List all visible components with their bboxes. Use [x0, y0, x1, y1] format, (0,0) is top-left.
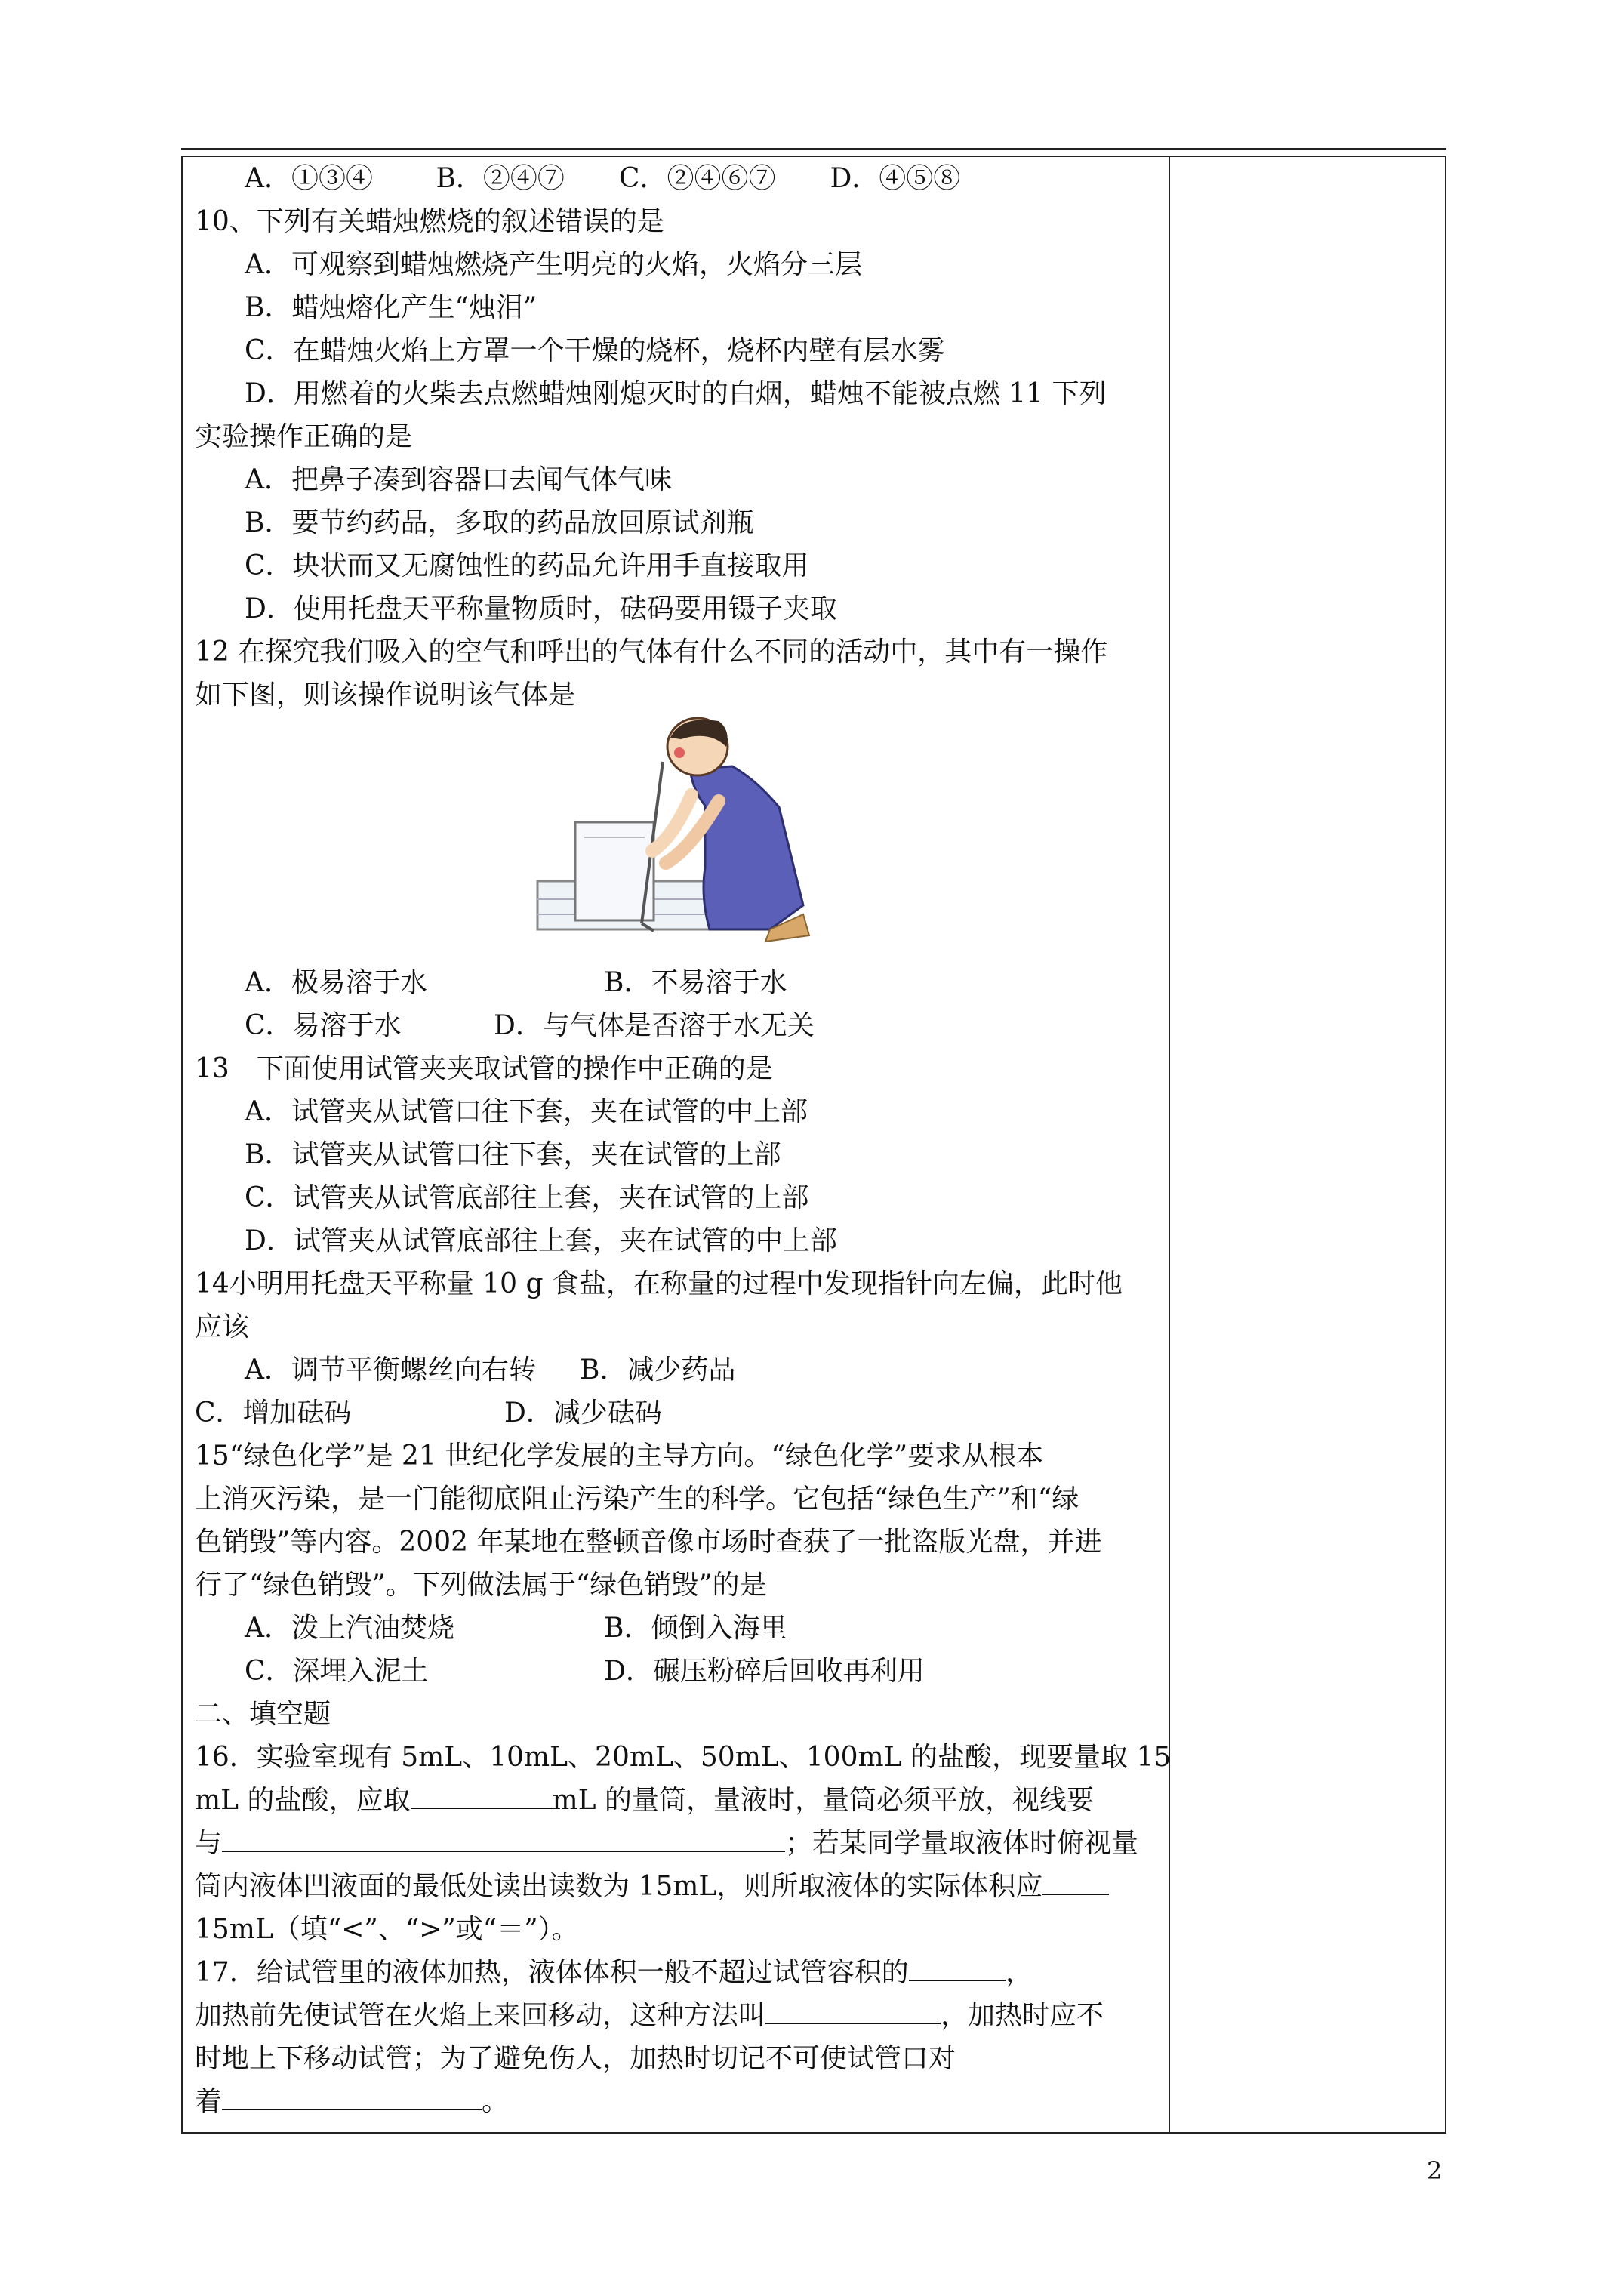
q17-blank-2[interactable] — [765, 1997, 941, 2024]
q15-option-c: C．深埋入泥土 — [245, 1656, 429, 1687]
q16-text-c: 与 — [195, 1828, 223, 1859]
q13-stem: 13 下面使用试管夹夹取试管的操作中正确的是 — [195, 1053, 773, 1084]
q14-stem-line1: 14小明用托盘天平称量 10 g 食盐，在称量的过程中发现指针向左偏，此时他 — [195, 1268, 1123, 1299]
q16-line1: 16．实验室现有 5mL、10mL、20mL、50mL、100mL 的盐酸，现要量取 15 — [195, 1742, 1172, 1773]
person-blowing-through-tube-icon — [530, 717, 817, 943]
q14-options-row1 — [195, 1348, 1161, 1391]
q10-stem: 10、下列有关蜡烛燃烧的叙述错误的是 — [195, 206, 664, 237]
q15-options-row1 — [195, 1607, 1161, 1650]
q12-stem-line1: 12 在探究我们吸入的空气和呼出的气体有什么不同的活动中，其中有一操作 — [195, 636, 1108, 667]
q14-option-a: A．调节平衡螺丝向右转 — [245, 1354, 536, 1385]
q12-options-row1 — [195, 961, 1161, 1004]
q17-text-e: 。 — [482, 2086, 510, 2117]
q17-line3: 时地上下移动试管；为了避免伤人，加热时切记不可使试管口对 — [195, 2043, 956, 2074]
q15-options-row2 — [195, 1650, 1161, 1693]
q17-blank-1[interactable] — [909, 1954, 1006, 1981]
q11-stem: 实验操作正确的是 — [195, 421, 413, 452]
q13-option-b: B．试管夹从试管口往下套，夹在试管的上部 — [245, 1139, 781, 1170]
q16-text-d: ；若某同学量取液体时俯视量 — [785, 1828, 1139, 1859]
q10-option-c: C．在蜡烛火焰上方罩一个干燥的烧杯，烧杯内壁有层水雾 — [245, 335, 945, 366]
q12-option-b: B．不易溶于水 — [604, 967, 787, 998]
q16-line3 — [195, 1822, 1161, 1865]
table-column-divider — [1169, 156, 1170, 2134]
q10-option-a: A．可观察到蜡烛燃烧产生明亮的火焰，火焰分三层 — [245, 249, 862, 280]
q17-line2 — [195, 1994, 1161, 2037]
q12-option-a: A．极易溶于水 — [245, 967, 427, 998]
q17-line4 — [195, 2080, 1161, 2123]
q15-stem-line2: 上消灭污染，是一门能彻底阻止污染产生的科学。它包括“绿色生产”和“绿 — [195, 1484, 1079, 1515]
q16-blank-3[interactable] — [1042, 1868, 1109, 1895]
q15-option-a: A．泼上汽油焚烧 — [245, 1613, 454, 1644]
worksheet-content — [195, 157, 1172, 2123]
q12-options-row2 — [195, 1004, 1161, 1047]
q16-text-b: mL 的量筒，量液时，量筒必须平放，视线要 — [552, 1785, 1094, 1816]
q17-text-c: ，加热时应不 — [941, 2000, 1104, 2031]
q15-option-b: B．倾倒入海里 — [604, 1613, 787, 1644]
header-rule — [181, 148, 1446, 150]
q15-stem-line1: 15“绿色化学”是 21 世纪化学发展的主导方向。“绿色化学”要求从根本 — [195, 1441, 1044, 1472]
q12-figure — [195, 717, 1161, 961]
q11-option-b: B．要节约药品，多取的药品放回原试剂瓶 — [245, 507, 754, 538]
q16-text-a: mL 的盐酸，应取 — [195, 1785, 411, 1816]
q12-option-d: D．与气体是否溶于水无关 — [494, 1010, 815, 1041]
q16-line4 — [195, 1865, 1161, 1908]
q17-text-d: 着 — [195, 2086, 223, 2117]
q14-stem-line2: 应该 — [195, 1311, 250, 1342]
q13-option-a: A．试管夹从试管口往下套，夹在试管的中上部 — [245, 1096, 808, 1127]
q11-option-a: A．把鼻子凑到容器口去闻气体气味 — [245, 464, 672, 495]
q14-option-c: C．增加砝码 — [195, 1398, 352, 1428]
q17-line1 — [195, 1951, 1161, 1994]
q11-option-c: C．块状而又无腐蚀性的药品允许用手直接取用 — [245, 550, 809, 581]
q12-stem-line2: 如下图，则该操作说明该气体是 — [195, 680, 576, 710]
q17-text-b: 加热前先使试管在火焰上来回移动，这种方法叫 — [195, 2000, 766, 2031]
q15-stem-line3: 色销毁”等内容。2002 年某地在整顿音像市场时查获了一批盗版光盘，并进 — [195, 1527, 1102, 1558]
q11-option-d: D．使用托盘天平称量物质时，砝码要用镊子夹取 — [245, 593, 837, 624]
q10-option-b: B．蜡烛熔化产生“烛泪” — [245, 292, 537, 323]
q10-option-d: D．用燃着的火柴去点燃蜡烛刚熄灭时的白烟，蜡烛不能被点燃 11 下列 — [245, 378, 1107, 409]
q17-blank-3[interactable] — [222, 2083, 482, 2110]
q16-line5: 15mL（填“<”、“>”或“＝”）。 — [195, 1914, 579, 1945]
q13-option-d: D．试管夹从试管底部往上套，夹在试管的中上部 — [245, 1225, 837, 1256]
q16-text-e: 筒内液体凹液面的最低处读出读数为 15mL，则所取液体的实际体积应 — [195, 1871, 1043, 1902]
section-heading: 二、填空题 — [195, 1699, 331, 1730]
q15-stem-line4: 行了“绿色销毁”。下列做法属于“绿色销毁”的是 — [195, 1570, 767, 1601]
q9-options: A．①③④ B．②④⑦ C．②④⑥⑦ D．④⑤⑧ — [245, 163, 961, 194]
page-number: 2 — [1427, 2156, 1443, 2185]
q16-blank-2[interactable] — [222, 1825, 785, 1852]
q16-line2 — [195, 1779, 1161, 1822]
q12-option-c: C．易溶于水 — [245, 1010, 402, 1041]
q15-option-d: D．碾压粉碎后回收再利用 — [604, 1656, 925, 1687]
q14-option-d: D．减少砝码 — [504, 1398, 662, 1428]
q14-options-row2 — [195, 1391, 1161, 1435]
q17-text-a-end: ， — [1005, 1957, 1033, 1988]
q13-option-c: C．试管夹从试管底部往上套，夹在试管的上部 — [245, 1182, 809, 1213]
q14-option-b: B．减少药品 — [580, 1354, 736, 1385]
q16-blank-1[interactable] — [411, 1782, 553, 1809]
q17-text-a: 17．给试管里的液体加热，液体体积一般不超过试管容积的 — [195, 1957, 909, 1988]
